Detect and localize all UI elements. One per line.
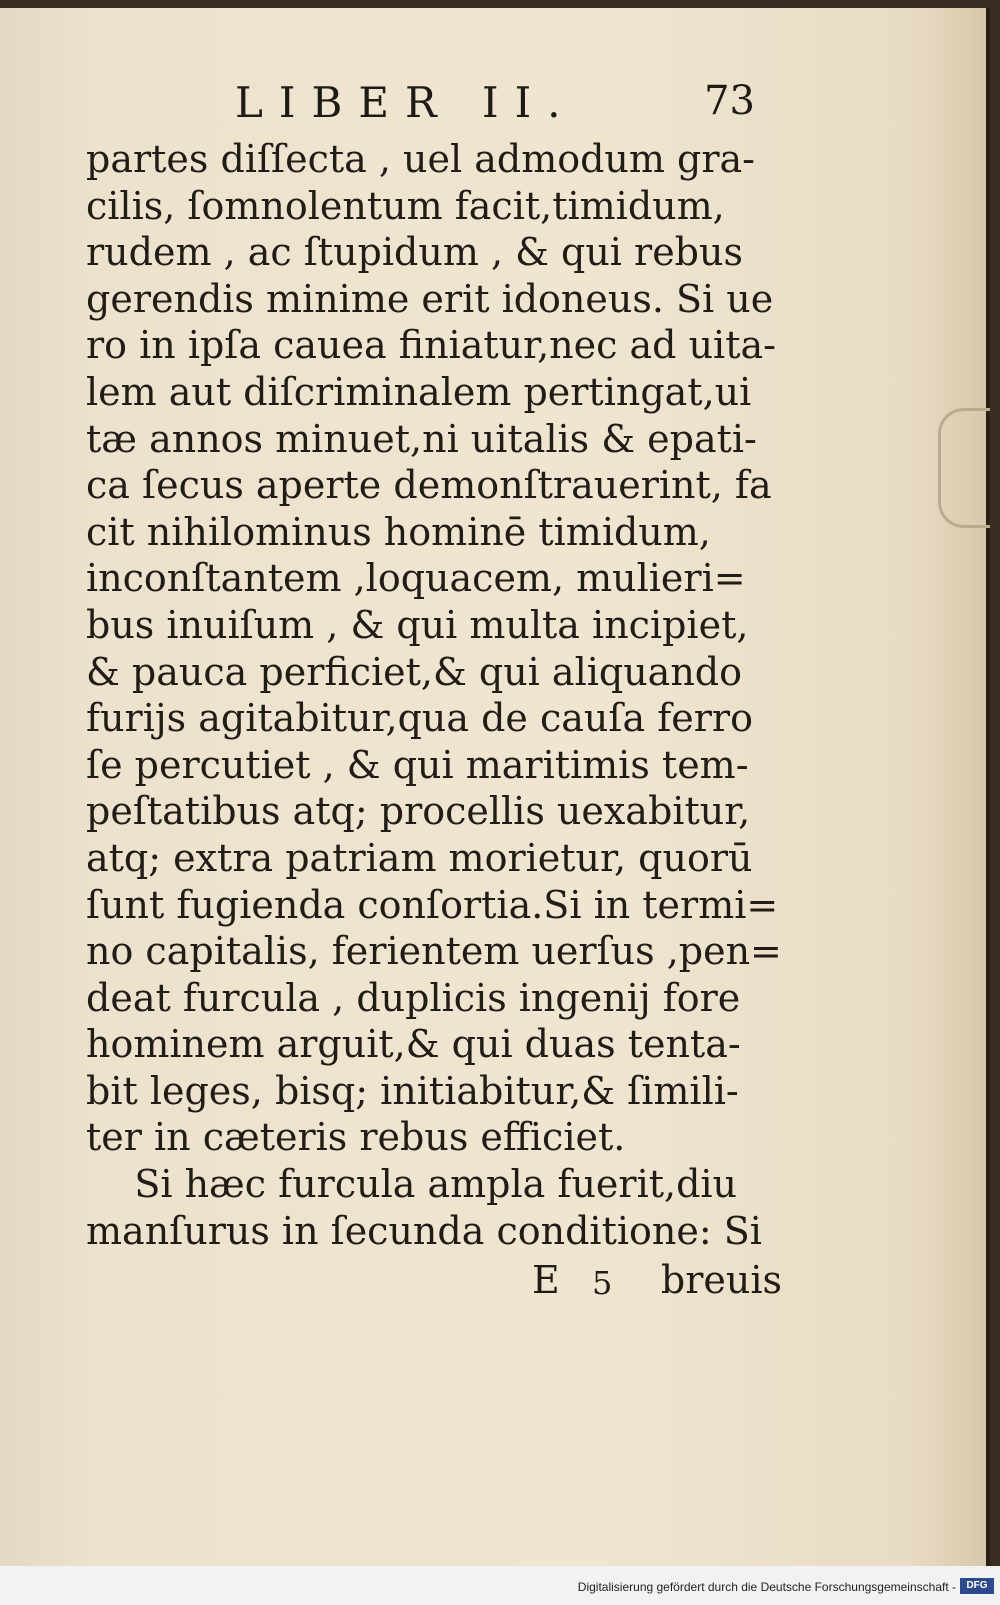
text-line: & pauca perficiet,& qui aliquando [86, 649, 743, 694]
text-line: ter in cæteris rebus efficiet. [86, 1115, 626, 1160]
text-line: hominem arguit,& qui duas tenta- [86, 1022, 741, 1067]
page-number: 73 [704, 78, 755, 124]
text-line: furijs agitabitur,qua de cauſa ferro [86, 696, 753, 741]
text-line: bit leges, bisq; initiabitur,& ſimili- [86, 1068, 739, 1113]
text-line: gerendis minime erit idoneus. Si ue [86, 276, 774, 321]
text-line: manſurus in ſecunda conditione: Si [86, 1208, 762, 1253]
page-header [235, 78, 755, 128]
clasp-outline [938, 408, 990, 528]
catchword: breuis [660, 1258, 782, 1302]
running-title: LIBER II. [235, 78, 577, 127]
footer-bar [0, 1566, 1000, 1605]
text-line: partes diſſecta , uel admodum gra- [86, 137, 756, 181]
text-line: peſtatibus atq; procellis uexabitur, [86, 789, 751, 834]
book-page [0, 8, 990, 1566]
text-line: deat furcula , duplicis ingenij fore [86, 975, 741, 1020]
text-line: ſunt fugienda conſortia.Si in termi= [86, 882, 779, 927]
text-line: lem aut diſcriminalem pertingat,ui [86, 369, 752, 414]
text-line: ro in ipſa cauea finiatur,nec ad uita- [86, 323, 776, 368]
text-line: atq; extra patriam morietur, quorū [86, 835, 753, 880]
body-text [86, 136, 786, 1254]
funding-credit: Digitalisierung gefördert durch die Deutsche Forschungsgemeinschaft - [577, 1580, 956, 1594]
text-line: bus inuiſum , & qui multa incipiet, [86, 602, 749, 647]
text-line: cilis, ſomnolentum facit,timidum, [86, 183, 725, 228]
signature-line [532, 1258, 782, 1308]
text-line: no capitalis, ferientem uerſus ,pen= [86, 929, 782, 974]
text-line: cit nihilominus hominē timidum, [86, 509, 711, 554]
dfg-logo: DFG [960, 1578, 994, 1594]
text-line: Si hæc furcula ampla fuerit,diu [86, 1162, 738, 1207]
text-line: rudem , ac ſtupidum , & qui rebus [86, 230, 743, 275]
text-line: inconſtantem ,loquacem, mulieri= [86, 556, 746, 601]
text-line: ca ſecus aperte demonſtrauerint, fa [86, 463, 772, 508]
signature-number: 5 [592, 1264, 613, 1302]
text-line: ſe percutiet , & qui maritimis tem- [86, 742, 749, 787]
signature-mark: E [532, 1258, 560, 1302]
text-line: tæ annos minuet,ni uitalis & epati- [86, 416, 757, 461]
